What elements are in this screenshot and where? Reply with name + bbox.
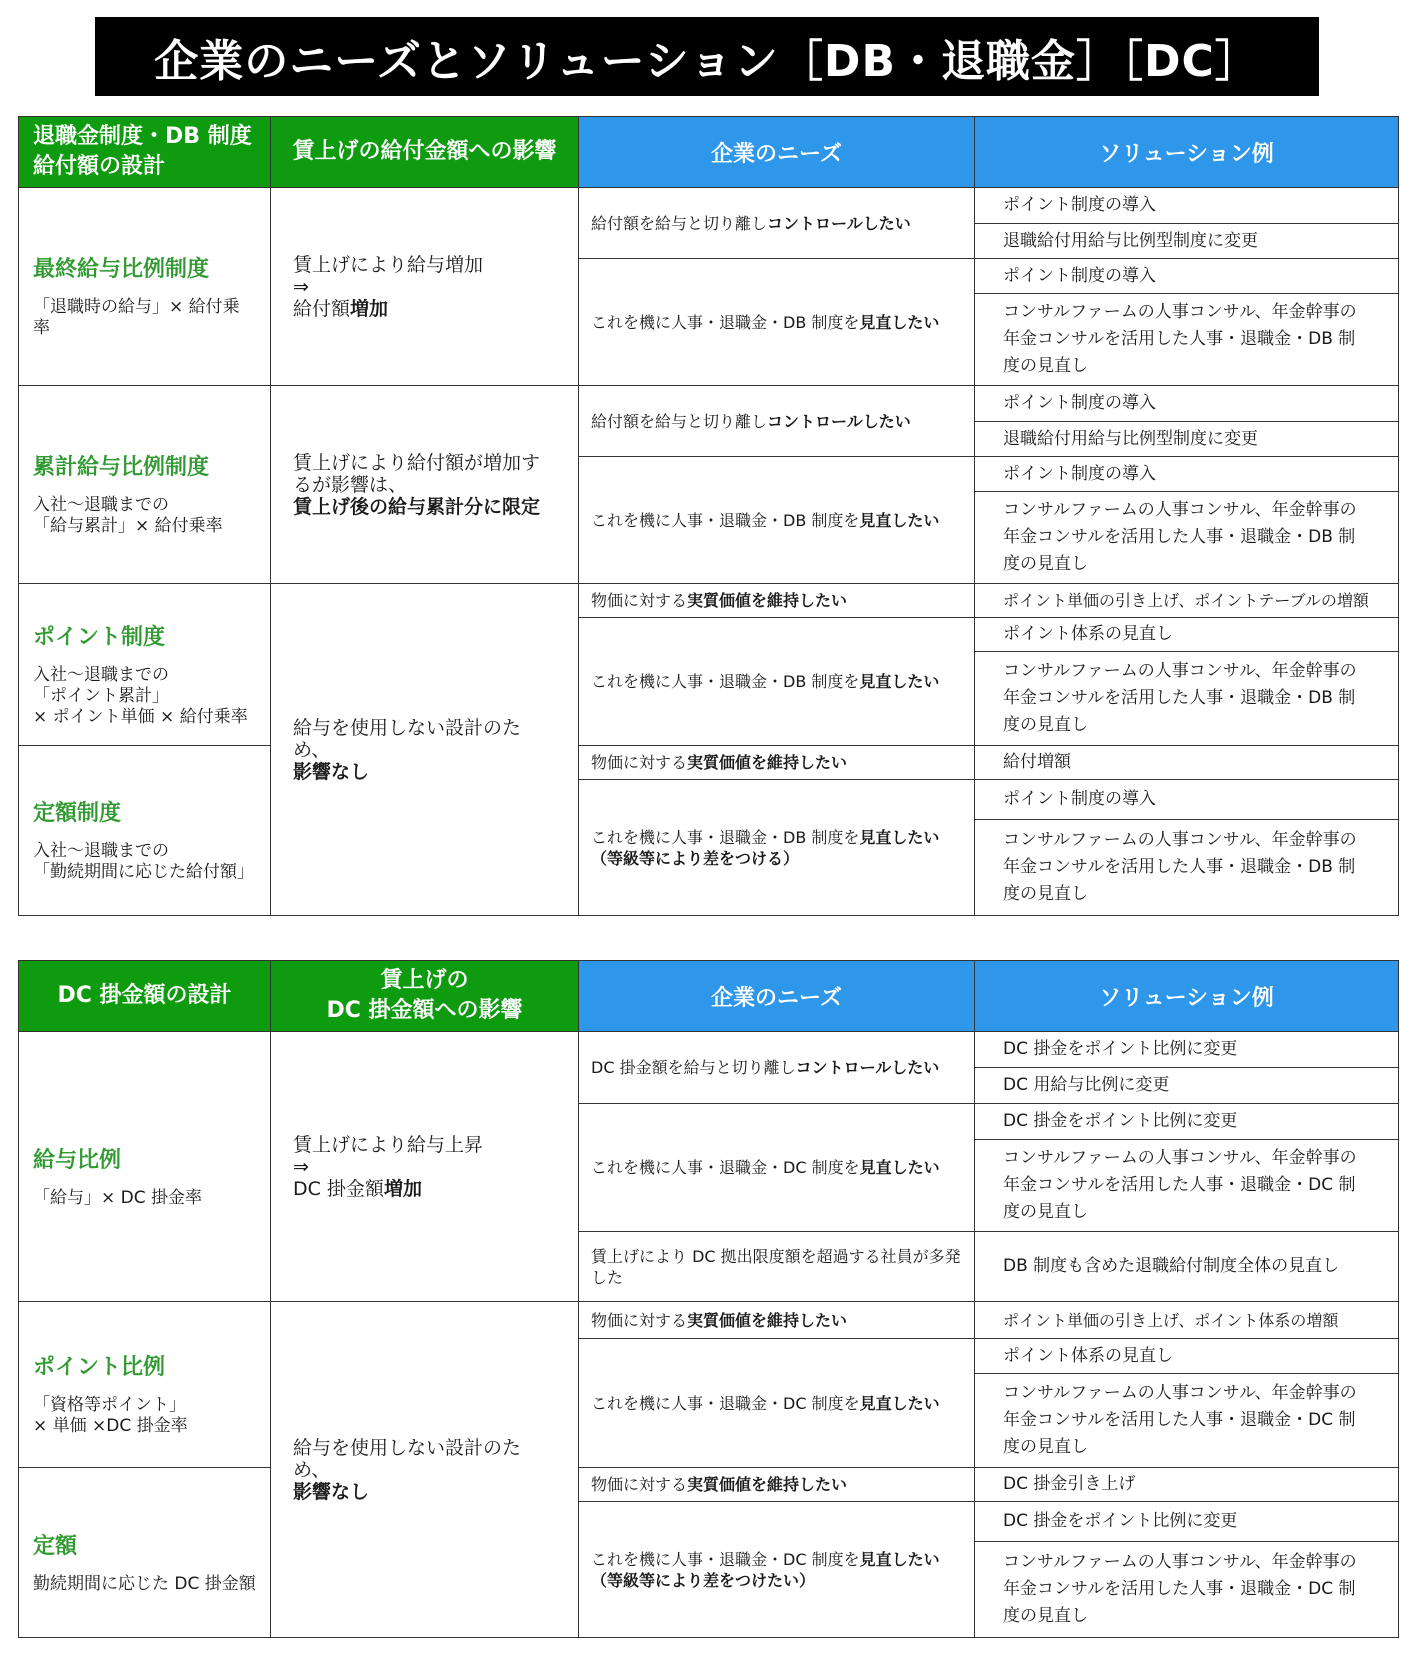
solution-item: ポイント制度の導入	[975, 780, 1399, 820]
need-control: 給付額を給与と切り離しコントロールしたい	[579, 386, 975, 457]
plan-name: 定額制度	[33, 801, 122, 826]
solution-item: DC 掛金引き上げ	[975, 1468, 1399, 1502]
db-plan-point	[19, 584, 271, 746]
dc-plan-salary-ratio	[19, 1032, 271, 1302]
solution-item: コンサルファームの人事コンサル、年金幹事の年金コンサルを活用した人事・退職金・DC 制度の見直し	[975, 1374, 1399, 1468]
solution-item: 退職給付用給与比例型制度に変更	[975, 422, 1399, 457]
db-header-impact: 賃上げの給付金額への影響	[271, 117, 579, 188]
impact-text: 賃上げにより給与増加	[293, 253, 484, 276]
plan-formula: 入社～退職までの 「給与累計」× 給付乗率	[33, 495, 223, 536]
solution-item: ポイント体系の見直し	[975, 1339, 1399, 1374]
dc-impact-salary	[271, 1032, 579, 1302]
plan-name: ポイント比例	[33, 1355, 166, 1380]
need-control: 給付額を給与と切り離しコントロールしたい	[579, 188, 975, 259]
impact-text: 影響なし	[293, 1480, 370, 1503]
dc-plan-point-ratio	[19, 1302, 271, 1468]
need-review: これを機に人事・退職金・DC 制度を見直したい	[579, 1339, 975, 1468]
plan-formula: 「資格等ポイント」 × 単価 ×DC 掛金率	[33, 1395, 188, 1436]
need-control: DC 掛金額を給与と切り離しコントロールしたい	[579, 1032, 975, 1104]
solution-item: ポイント単価の引き上げ、ポイント体系の増額	[975, 1302, 1399, 1339]
plan-formula: 「給与」× DC 掛金率	[33, 1187, 203, 1208]
solution-item: DB 制度も含めた退職給付制度全体の見直し	[975, 1232, 1399, 1302]
impact-text: 賃上げにより給付額が増加す	[293, 451, 541, 474]
dc-header-design: DC 掛金額の設計	[19, 961, 271, 1032]
db-header-needs: 企業のニーズ	[579, 117, 975, 188]
db-plan-cumulative-salary	[19, 386, 271, 584]
solution-item: コンサルファームの人事コンサル、年金幹事の年金コンサルを活用した人事・退職金・DB 制度の見直し	[975, 492, 1399, 584]
plan-name: 定額	[33, 1533, 78, 1559]
solution-item: コンサルファームの人事コンサル、年金幹事の年金コンサルを活用した人事・退職金・DB 制度の見直し	[975, 294, 1399, 386]
dc-header-impact: 賃上げの DC 掛金額への影響	[271, 961, 579, 1032]
db-header-design: 退職金制度・DB 制度 給付額の設計	[19, 117, 271, 188]
impact-text: 給与を使用しない設計のため、	[293, 716, 522, 761]
solution-item: DC 掛金をポイント比例に変更	[975, 1502, 1399, 1542]
db-impact-final-salary	[271, 188, 579, 386]
need-review: これを機に人事・退職金・DB 制度を見直したい	[579, 618, 975, 746]
solution-item: ポイント制度の導入	[975, 386, 1399, 422]
solution-item: コンサルファームの人事コンサル、年金幹事の年金コンサルを活用した人事・退職金・DC 制度の見直し	[975, 1542, 1399, 1638]
db-plan-fixed	[19, 746, 271, 916]
need-review: これを機に人事・退職金・DC 制度を見直したい	[579, 1104, 975, 1232]
impact-text: 賃上げ後の給与累計分に限定	[293, 495, 541, 518]
solution-item: ポイント体系の見直し	[975, 618, 1399, 652]
solution-item: ポイント制度の導入	[975, 188, 1399, 224]
impact-text: るが影響は、	[293, 473, 408, 496]
dc-header-solutions: ソリューション例	[975, 961, 1399, 1032]
solution-item: DC 用給与比例に変更	[975, 1068, 1399, 1104]
plan-formula: 入社～退職までの 「勤続期間に応じた給付額」	[33, 841, 254, 882]
plan-name: 最終給与比例制度	[33, 257, 210, 282]
solution-item: コンサルファームの人事コンサル、年金幹事の年金コンサルを活用した人事・退職金・DC 制度の見直し	[975, 1140, 1399, 1232]
impact-text: DC 掛金額増加	[293, 1177, 422, 1200]
impact-text: 賃上げにより給与上昇	[293, 1133, 484, 1156]
impact-arrow: ⇒	[293, 1155, 309, 1178]
plan-name: 累計給与比例制度	[33, 455, 210, 480]
dc-impact-no-salary	[271, 1302, 579, 1638]
dc-header-needs: 企業のニーズ	[579, 961, 975, 1032]
need-value: 物価に対する実質価値を維持したい	[579, 584, 975, 618]
need-review-tier: これを機に人事・退職金・DB 制度を見直したい （等級等により差をつける）	[579, 780, 975, 916]
db-impact-no-salary	[271, 584, 579, 916]
solution-item: 給付増額	[975, 746, 1399, 780]
solution-item: コンサルファームの人事コンサル、年金幹事の年金コンサルを活用した人事・退職金・DB 制度の見直し	[975, 820, 1399, 916]
need-review: これを機に人事・退職金・DB 制度を見直したい	[579, 259, 975, 386]
need-limit: 賃上げにより DC 拠出限度額を超過する社員が多発した	[579, 1232, 975, 1302]
solution-item: ポイント制度の導入	[975, 457, 1399, 492]
impact-arrow: ⇒	[293, 275, 309, 298]
page-title: 企業のニーズとソリューション［DB・退職金］［DC］	[95, 17, 1319, 96]
solution-item: DC 掛金をポイント比例に変更	[975, 1032, 1399, 1068]
solution-item: DC 掛金をポイント比例に変更	[975, 1104, 1399, 1140]
need-value: 物価に対する実質価値を維持したい	[579, 746, 975, 780]
dc-table	[18, 960, 1399, 1638]
need-review: これを機に人事・退職金・DB 制度を見直したい	[579, 457, 975, 584]
dc-plan-fixed	[19, 1468, 271, 1638]
impact-text: 給付額増加	[293, 297, 389, 320]
plan-formula: 入社～退職までの 「ポイント累計」 × ポイント単価 × 給付乗率	[33, 664, 248, 727]
need-value: 物価に対する実質価値を維持したい	[579, 1468, 975, 1502]
plan-formula: 「退職時の給与」× 給付乗率	[33, 297, 240, 338]
plan-name: 給与比例	[33, 1147, 122, 1173]
db-impact-cumulative-salary	[271, 386, 579, 584]
need-value: 物価に対する実質価値を維持したい	[579, 1302, 975, 1339]
need-review-tier: これを機に人事・退職金・DC 制度を見直したい （等級等により差をつけたい）	[579, 1502, 975, 1638]
solution-item: ポイント単価の引き上げ、ポイントテーブルの増額	[975, 584, 1399, 618]
plan-name: ポイント制度	[33, 624, 166, 650]
solution-item: 退職給付用給与比例型制度に変更	[975, 224, 1399, 259]
solution-item: コンサルファームの人事コンサル、年金幹事の年金コンサルを活用した人事・退職金・DB 制度の見直し	[975, 652, 1399, 746]
db-header-solutions: ソリューション例	[975, 117, 1399, 188]
db-plan-final-salary	[19, 188, 271, 386]
solution-item: ポイント制度の導入	[975, 259, 1399, 294]
impact-text: 給与を使用しない設計のため、	[293, 1436, 522, 1481]
impact-text: 影響なし	[293, 760, 370, 783]
plan-formula: 勤続期間に応じた DC 掛金額	[33, 1573, 256, 1594]
db-table	[18, 116, 1399, 916]
